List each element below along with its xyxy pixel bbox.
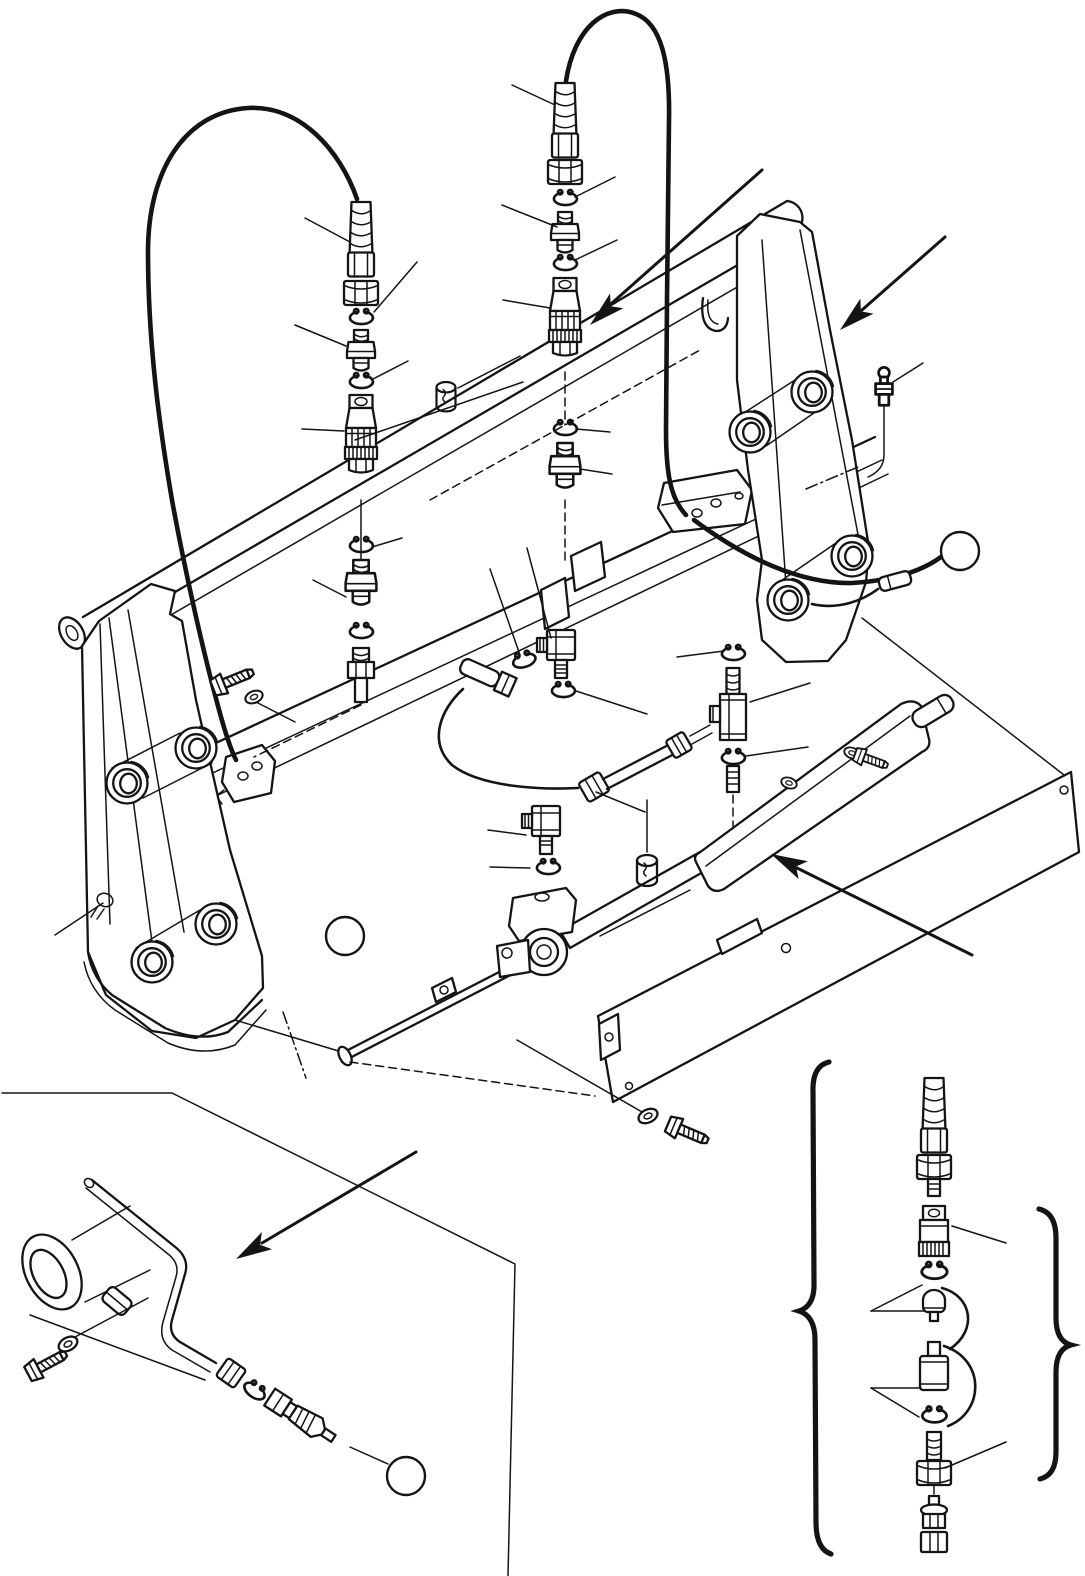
snap-ring	[241, 1377, 269, 1403]
coupler-plug	[923, 1290, 945, 1321]
hose-nipple	[348, 202, 374, 277]
main-exploded-view	[54, 11, 1079, 1150]
cylinder-rod	[560, 852, 710, 948]
union-nut	[665, 731, 692, 758]
hydraulic-hose	[566, 11, 686, 515]
connector-stem	[927, 1432, 941, 1460]
curly-brace-right	[1039, 1209, 1071, 1479]
hose-nipple-mid	[457, 655, 516, 696]
bucket-bottom-edge	[350, 1062, 595, 1096]
dust-cap-body	[920, 1356, 948, 1390]
union-nut	[216, 1358, 247, 1389]
sleeve-nut	[548, 160, 582, 184]
hose-anchor-block-right	[658, 470, 752, 532]
snap-ring	[554, 420, 577, 435]
snap-ring	[554, 255, 577, 270]
support-bracket-left	[82, 584, 266, 1051]
hose-line-left	[148, 108, 456, 760]
pipe-clamp-bolt	[780, 775, 799, 790]
snap-ring	[922, 1262, 947, 1279]
elbow-fitting-upper	[537, 630, 575, 678]
hose-nipple	[552, 83, 578, 158]
pivot-hub	[792, 371, 834, 413]
connector-nipple	[346, 560, 377, 605]
snap-ring	[552, 682, 575, 697]
trunnion-bearing	[497, 888, 576, 977]
coupler-detail-view	[799, 1062, 1071, 1554]
cap-stem	[928, 1342, 940, 1356]
coupler-stack	[917, 1078, 975, 1552]
view-arrow-right-bracket	[840, 237, 945, 330]
grease-fitting	[264, 1388, 340, 1448]
snap-ring	[350, 623, 373, 638]
guard-plate	[598, 772, 1079, 1150]
dust-cap-lanyard	[942, 1288, 968, 1349]
washer	[243, 688, 264, 706]
snap-ring	[350, 373, 373, 388]
cylinder-rod-end	[910, 692, 957, 730]
pivot-hub	[107, 762, 149, 804]
adapter-nipple	[348, 648, 374, 702]
elbow-fitting-lower	[522, 806, 560, 854]
pivot-hub	[196, 903, 238, 945]
sleeve-nut	[917, 1461, 951, 1485]
pivot-boss	[10, 1224, 93, 1319]
tee-stem	[727, 766, 739, 792]
pivot-hub	[132, 941, 174, 983]
center-piping	[439, 630, 746, 886]
callout-circle	[387, 1457, 425, 1495]
quick-coupler-socket	[549, 278, 581, 356]
connector-nipple	[551, 212, 579, 253]
support-bracket-right	[702, 214, 873, 662]
hose-line-center	[548, 11, 686, 560]
grease-fitting	[876, 367, 893, 405]
sleeve-nut	[917, 1155, 951, 1179]
snap-ring	[922, 1406, 946, 1422]
snap-ring	[722, 645, 745, 660]
hose-nipple	[921, 1078, 947, 1153]
sleeve-nut	[344, 281, 378, 305]
adapter-fitting	[921, 1496, 947, 1528]
pivot-hub	[730, 411, 772, 453]
snap-ring	[554, 190, 577, 205]
connector-stem	[928, 1179, 940, 1196]
bolt	[664, 1114, 712, 1150]
connector-nipple	[347, 330, 375, 371]
connector-nipple	[550, 443, 581, 488]
top-cross-tube	[54, 201, 803, 653]
curly-brace-left	[799, 1062, 831, 1554]
cap-nut	[921, 1532, 947, 1552]
callout-circle	[941, 532, 979, 570]
pipe-clamp	[100, 1285, 133, 1317]
bucket-back-line	[100, 260, 784, 656]
coupler-socket	[919, 1206, 949, 1256]
snap-ring	[511, 649, 538, 671]
union-nut	[578, 771, 610, 802]
hose-anchor-block-left	[216, 745, 275, 804]
washer	[636, 1106, 660, 1126]
snap-ring	[722, 749, 745, 764]
pivot-hub	[832, 535, 874, 577]
pivot-hub	[768, 579, 810, 621]
hose-ferrule	[878, 570, 913, 592]
view-arrow-inset	[236, 1152, 416, 1259]
callout-circle	[326, 917, 364, 955]
short-hose	[439, 689, 578, 789]
inset-grease-line-view	[2, 1093, 515, 1576]
snap-ring	[537, 859, 560, 874]
snap-ring	[350, 309, 373, 324]
tee-fitting	[710, 668, 746, 740]
pivot-hub	[176, 727, 218, 769]
